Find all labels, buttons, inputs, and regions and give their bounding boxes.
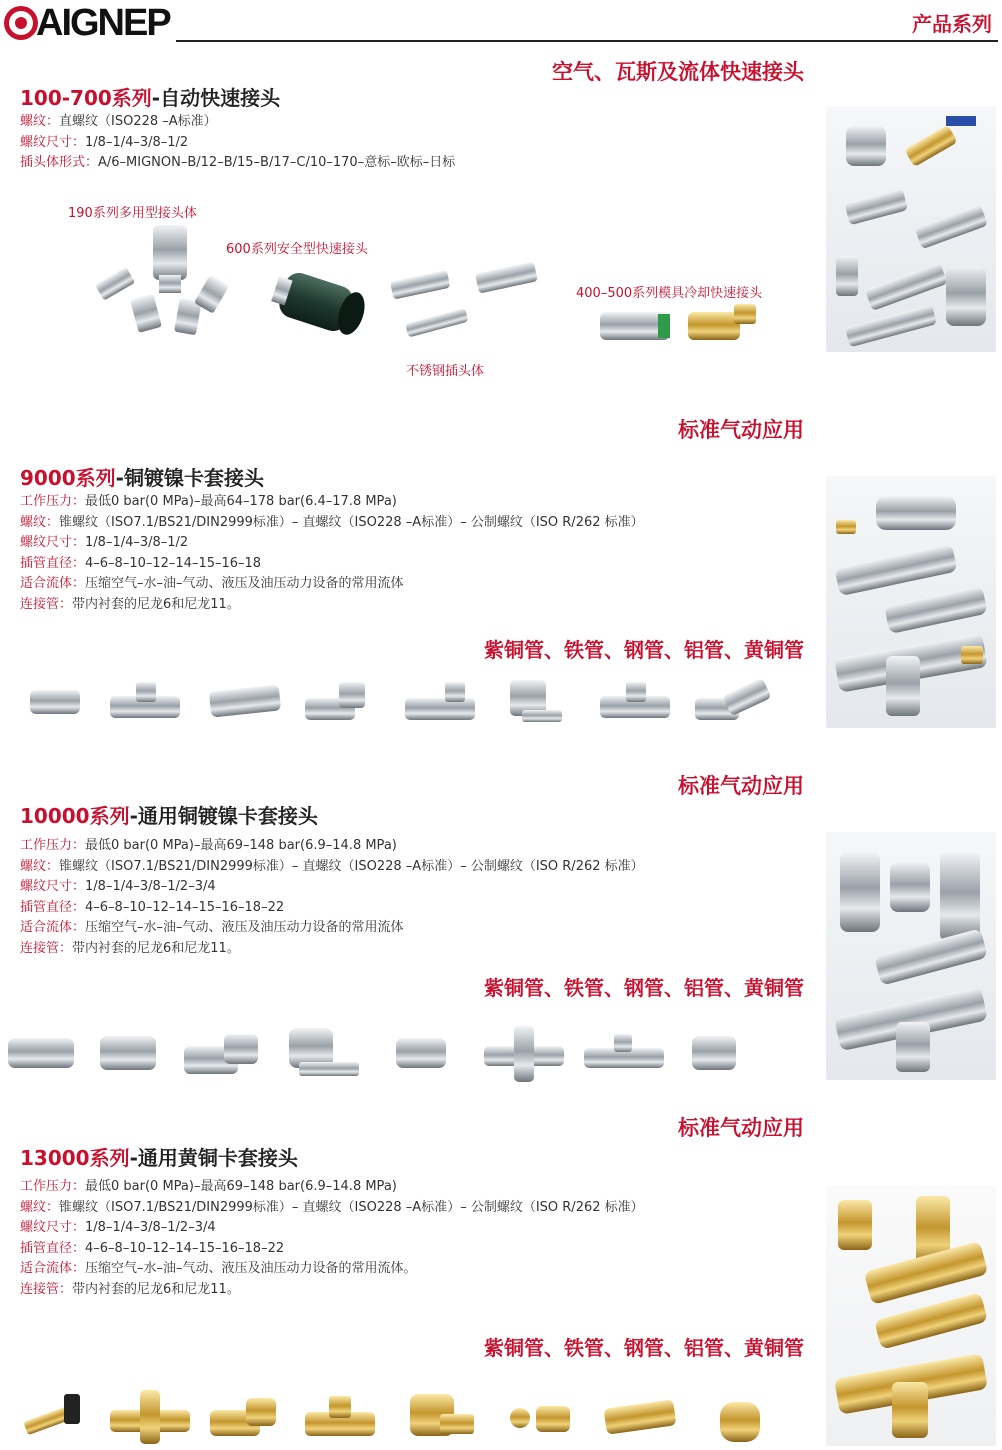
series-title: -通用黄铜卡套接头 <box>129 1146 298 1170</box>
series-name: 13000系列 <box>20 1146 130 1170</box>
section-2-specs <box>20 492 644 615</box>
caption-190: 190系列多用型接头体 <box>68 206 197 221</box>
nickel-fitting-photo-1 <box>826 476 996 728</box>
section-3-pipes: 紫铜管、铁管、钢管、铝管、黄铜管 <box>484 976 804 1000</box>
spec-row: 插头体形式：A/6–MIGNON–B/12–B/15–B/17–C/10–170–意标–欧标–日标 <box>20 155 456 170</box>
section-1-head: 空气、瓦斯及流体快速接头 <box>552 60 804 84</box>
series-name: 100-700系列 <box>20 86 152 110</box>
series-title: -通用铜镀镍卡套接头 <box>129 804 318 828</box>
section-1-title <box>20 82 280 111</box>
spec-row: 螺纹尺寸：1/8–1/4–3/8–1/2 <box>20 535 189 550</box>
nickel-fitting-photo-2 <box>826 832 996 1080</box>
header-rule <box>176 40 998 42</box>
section-2-title <box>20 462 264 491</box>
series-title: -自动快速接头 <box>151 86 281 110</box>
brass-fitting-row-13000 <box>20 1390 790 1446</box>
section-3-head: 标准气动应用 <box>678 774 804 798</box>
spec-row: 连接管：带内衬套的尼龙6和尼龙11。 <box>20 596 240 612</box>
logo-seal-icon <box>2 4 40 42</box>
spec-row: 连接管：带内衬套的尼龙6和尼龙11。 <box>20 1281 240 1297</box>
nickel-fitting-row-9000 <box>20 676 790 726</box>
section-4-specs <box>20 1177 644 1300</box>
spec-row: 螺纹：直螺纹（ISO228 –A标准） <box>20 114 217 129</box>
series-name: 9000系列 <box>20 466 116 490</box>
caption-400-500: 400–500系列模具冷却快速接头 <box>576 286 763 301</box>
section-4-pipes: 紫铜管、铁管、钢管、铝管、黄铜管 <box>484 1336 804 1360</box>
spec-row: 螺纹尺寸：1/8–1/4–3/8–1/2–3/4 <box>20 879 216 894</box>
spec-row: 插管直径：4–6–8–10–12–14–15–16–18 <box>20 555 262 571</box>
safety-coupler-image <box>270 262 380 352</box>
spec-row: 适合流体：压缩空气–水–油–气动、液压及油压动力设备的常用流体 <box>20 576 404 591</box>
mold-cooling-coupler-images <box>596 300 786 350</box>
section-3-title <box>20 800 318 829</box>
fitting-photo-art <box>826 1186 996 1446</box>
quick-coupler-group-image <box>85 220 255 350</box>
spec-row: 工作压力：最低0 bar(0 MPa)–最高64–178 bar(6.4–17.8 MPa) <box>20 494 397 509</box>
spec-row: 螺纹：锥螺纹（ISO7.1/BS21/DIN2999标准）– 直螺纹（ISO228 –A标准）– 公制螺纹（ISO R/262 标准） <box>20 514 644 530</box>
fitting-photo-art <box>826 476 996 728</box>
spec-row: 螺纹尺寸：1/8–1/4–3/8–1/2 <box>20 134 189 150</box>
logo <box>2 4 172 44</box>
section-2-pipes: 紫铜管、铁管、钢管、铝管、黄铜管 <box>484 638 804 662</box>
spec-row: 螺纹：锥螺纹（ISO7.1/BS21/DIN2999标准）– 直螺纹（ISO228 –A标准）– 公制螺纹（ISO R/262 标准） <box>20 1199 644 1215</box>
spec-row: 插管直径：4–6–8–10–12–14–15–16–18–22 <box>20 1240 285 1256</box>
coupler-photo-art <box>826 106 996 352</box>
series-name: 10000系列 <box>20 804 130 828</box>
fitting-photo-art <box>826 832 996 1080</box>
section-4-head: 标准气动应用 <box>678 1116 804 1140</box>
spec-row: 适合流体：压缩空气–水–油–气动、液压及油压动力设备的常用流体。 <box>20 1261 417 1276</box>
page-category: 产品系列 <box>912 12 992 36</box>
section-2-head: 标准气动应用 <box>678 418 804 442</box>
spec-row: 连接管：带内衬套的尼龙6和尼龙11。 <box>20 940 240 956</box>
quick-coupler-photo <box>826 106 996 352</box>
section-3-specs <box>20 836 644 959</box>
nickel-fitting-row-10000 <box>4 1024 744 1084</box>
spec-row: 螺纹尺寸：1/8–1/4–3/8–1/2–3/4 <box>20 1220 216 1235</box>
spec-row: 工作压力：最低0 bar(0 MPa)–最高69–148 bar(6.9–14.8 MPa) <box>20 1179 397 1194</box>
brass-fitting-photo <box>826 1186 996 1446</box>
spec-row: 工作压力：最低0 bar(0 MPa)–最高69–148 bar(6.9–14.8 MPa) <box>20 838 397 853</box>
stainless-plug-images <box>385 262 555 352</box>
caption-600: 600系列安全型快速接头 <box>226 242 368 257</box>
logo-text: AIGNEP <box>36 2 170 44</box>
spec-row: 适合流体：压缩空气–水–油–气动、液压及油压动力设备的常用流体 <box>20 920 404 935</box>
spec-row: 插管直径：4–6–8–10–12–14–15–16–18–22 <box>20 899 285 915</box>
caption-stainless: 不锈钢插头体 <box>406 364 485 379</box>
section-4-title <box>20 1142 298 1171</box>
spec-row: 螺纹：锥螺纹（ISO7.1/BS21/DIN2999标准）– 直螺纹（ISO228 –A标准）– 公制螺纹（ISO R/262 标准） <box>20 858 644 874</box>
series-title: -铜镀镍卡套接头 <box>115 466 264 490</box>
section-1-specs <box>20 112 455 174</box>
